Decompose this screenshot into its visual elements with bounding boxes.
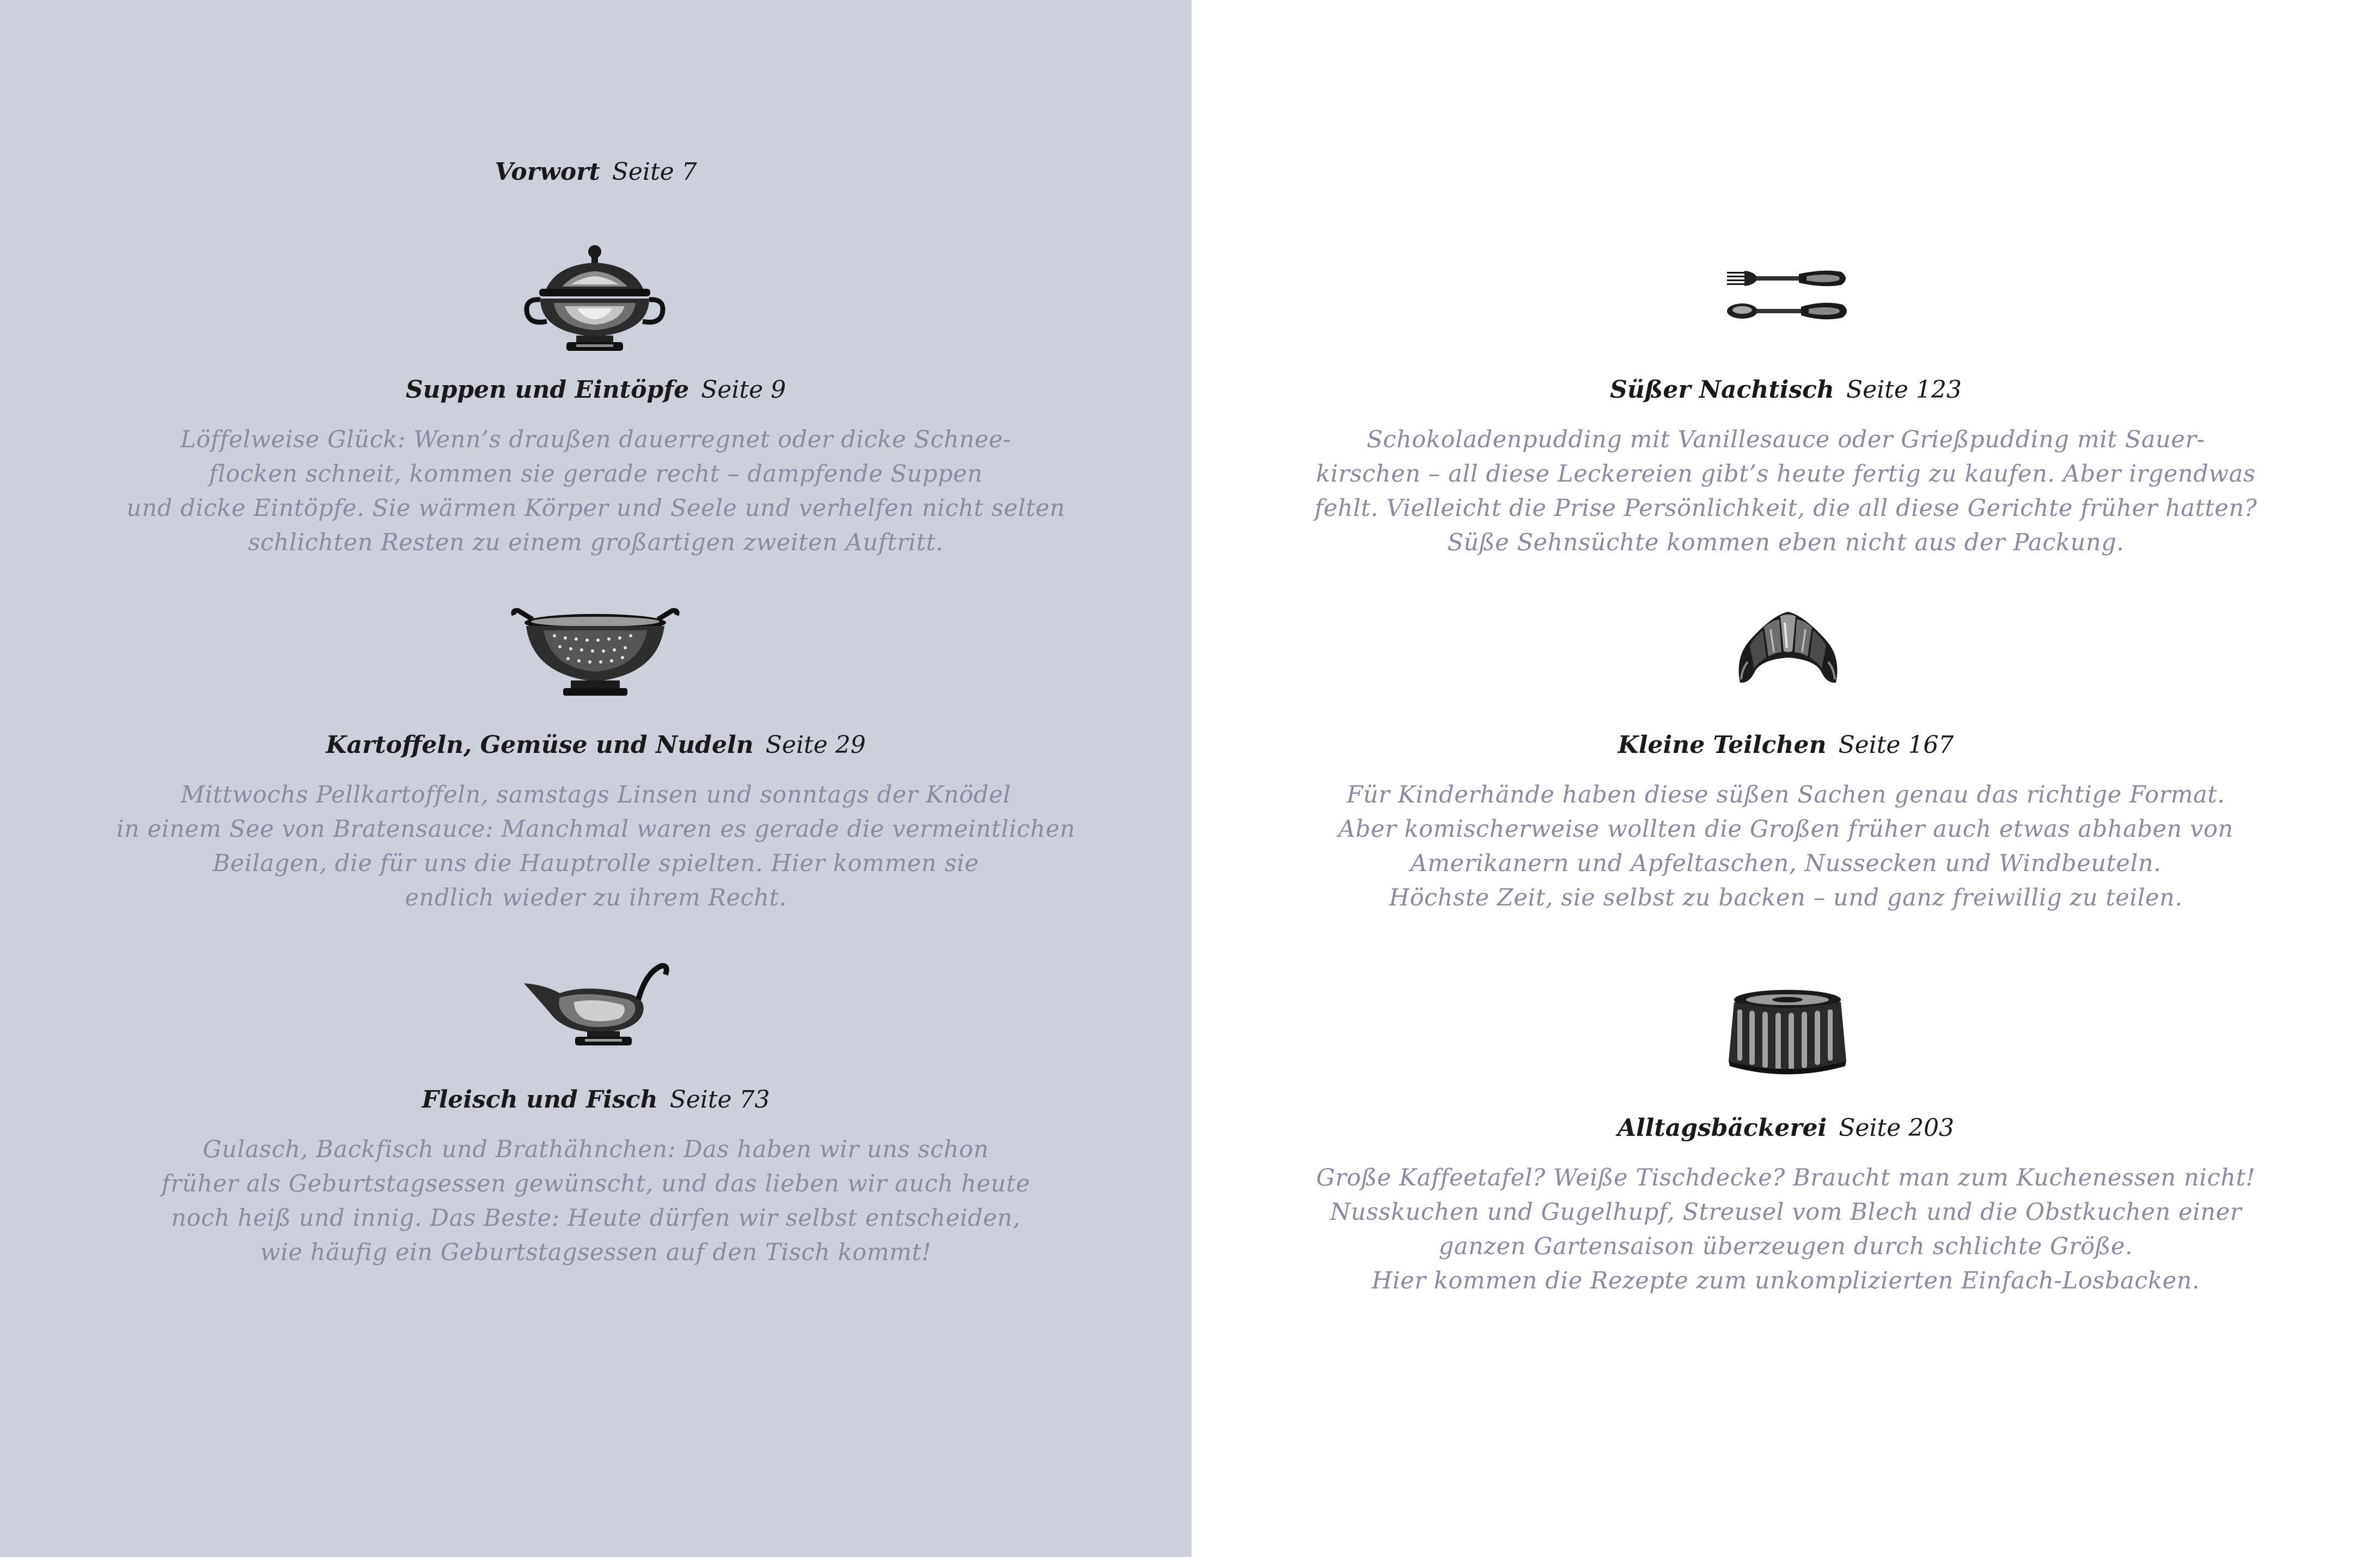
foreword-entry[interactable] [0, 158, 1192, 186]
section-heading-dessert[interactable] [1192, 376, 2380, 404]
bundt-cake-mold-icon [1725, 989, 1850, 1076]
section-description-line: Beilagen, die für uns die Hauptrolle spielten. Hier kommen sie [212, 850, 979, 877]
soup-tureen-icon [524, 240, 666, 355]
section-heading-baking[interactable] [1192, 1114, 2380, 1142]
section-heading-pastries[interactable] [1192, 731, 2380, 759]
section-title: Alltagsbäckerei [1617, 1114, 1827, 1142]
section-description-line: Aber komischerweise wollten die Großen früher auch etwas abhaben von [1338, 816, 2233, 843]
section-page-number: Seite 167 [1838, 731, 1954, 759]
section-heading-potatoes[interactable] [0, 731, 1192, 759]
fork-and-spoon-icon [1725, 264, 1850, 323]
croissant-icon [1735, 607, 1841, 695]
section-description-line: früher als Geburtstagsessen gewünscht, und das lieben wir auch heute [161, 1170, 1030, 1197]
right-page [1192, 0, 2380, 1557]
section-heading-meat-fish[interactable] [0, 1086, 1192, 1114]
section-description-line: noch heiß und innig. Das Beste: Heute dürfen wir selbst entscheiden, [171, 1205, 1021, 1232]
section-title: Fleisch und Fisch [422, 1086, 658, 1114]
section-description-line: Süße Sehnsüchte kommen eben nicht aus der Packung. [1447, 529, 2125, 556]
section-page-number: Seite 9 [701, 376, 786, 404]
section-description-line: Für Kinderhände haben diese süßen Sachen genau das richtige Format. [1346, 781, 2225, 808]
section-description-line: in einem See von Bratensauce: Manchmal waren es gerade die vermeintlichen [116, 816, 1076, 843]
section-title: Kartoffeln, Gemüse und Nudeln [326, 731, 754, 759]
section-description-line: kirschen – all diese Leckereien gibt’s heute fertig zu kaufen. Aber irgendwas [1316, 460, 2256, 488]
colander-icon [511, 607, 680, 700]
gravy-boat-icon [522, 962, 669, 1049]
section-description-line: Höchste Zeit, sie selbst zu backen – und ganz freiwillig zu teilen. [1389, 884, 2183, 911]
section-description-line: schlichten Resten zu einem großartigen zweiten Auftritt. [248, 529, 944, 556]
section-description-line: Löffelweise Glück: Wenn’s draußen dauerregnet oder dicke Schnee- [180, 426, 1011, 453]
section-title: Suppen und Eintöpfe [405, 376, 689, 404]
section-description-line: wie häufig ein Geburtstagsessen auf den Tisch kommt! [260, 1239, 932, 1266]
section-description-line: und dicke Eintöpfe. Sie wärmen Körper und Seele und verhelfen nicht selten [126, 495, 1065, 522]
foreword-title: Vorwort [495, 158, 600, 186]
section-description-line: fehlt. Vielleicht die Prise Persönlichkeit, die all diese Gerichte früher hatten? [1314, 495, 2257, 522]
section-description-line: Hier kommen die Rezepte zum unkomplizierten Einfach-Losbacken. [1371, 1267, 2200, 1294]
section-description-line: Große Kaffeetafel? Weiße Tischdecke? Braucht man zum Kuchenessen nicht! [1316, 1164, 2256, 1191]
section-description-line: ganzen Gartensaison überzeugen durch schlichte Größe. [1438, 1233, 2133, 1260]
section-description-line: flocken schneit, kommen sie gerade recht – dampfende Suppen [209, 460, 983, 488]
section-description-line: Schokoladenpudding mit Vanillesauce oder Grießpudding mit Sauer- [1366, 426, 2205, 453]
section-page-number: Seite 29 [765, 731, 866, 759]
section-description-line: Mittwochs Pellkartoffeln, samstags Linsen und sonntags der Knödel [180, 781, 1011, 808]
section-description-line: Gulasch, Backfisch und Brathähnchen: Das haben wir uns schon [203, 1136, 989, 1163]
foreword-page-number: Seite 7 [612, 158, 697, 186]
section-page-number: Seite 123 [1846, 376, 1962, 404]
section-page-number: Seite 203 [1839, 1114, 1955, 1142]
section-title: Kleine Teilchen [1618, 731, 1827, 759]
section-description-line: endlich wieder zu ihrem Recht. [405, 884, 787, 911]
section-description-line: Nusskuchen und Gugelhupf, Streusel vom Blech und die Obstkuchen einer [1330, 1199, 2242, 1226]
section-title: Süßer Nachtisch [1610, 376, 1834, 404]
section-heading-soups[interactable] [0, 376, 1192, 404]
section-description-line: Amerikanern und Apfeltaschen, Nussecken und Windbeuteln. [1410, 850, 2162, 877]
section-page-number: Seite 73 [669, 1086, 770, 1114]
